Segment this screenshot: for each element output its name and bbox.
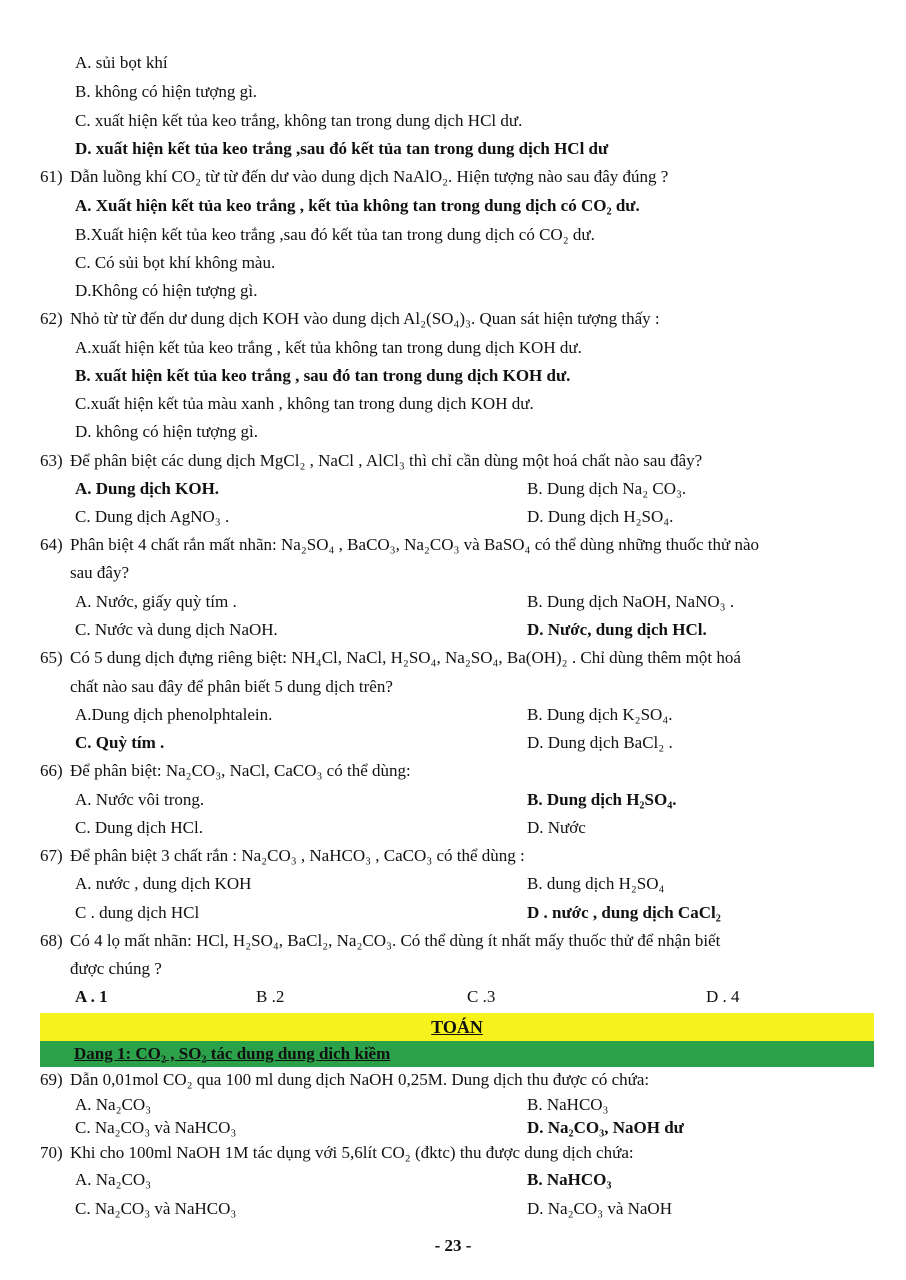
q65-option-b: B. Dung dịch K₂SO₄.: [527, 705, 673, 724]
q69-option-b: B. NaHCO₃: [527, 1095, 609, 1114]
q66-option-d: D. Nước: [527, 818, 586, 837]
q61-option-c: C. Có sủi bọt khí không màu.: [75, 253, 276, 272]
q66-option-c: C. Dung dịch HCl.: [75, 818, 203, 837]
q68-option-b: B .2: [256, 987, 285, 1006]
q61-number: 61): [40, 167, 63, 186]
q62-question: [40, 308, 660, 330]
q70-option-b: B. NaHCO₃: [527, 1170, 612, 1189]
q67-number: 67): [40, 846, 63, 865]
q62-number: 62): [40, 309, 63, 328]
q64-question: [40, 534, 759, 556]
q64-number: 64): [40, 535, 63, 554]
q62-option-d: D. không có hiện tượng gì.: [75, 422, 258, 441]
q67-option-b: B. dung dịch H₂SO₄: [527, 874, 665, 893]
q62-option-a: A.xuất hiện kết tủa keo trắng , kết tủa không tan trong dung dịch KOH dư.: [75, 338, 582, 357]
q68-text: Có 4 lọ mất nhãn: HCl, H₂SO₄, BaCl₂, Na₂CO₃. Có thể dùng ít nhất mấy thuốc thử để nhận biết: [70, 931, 721, 950]
q63-option-c: C. Dung dịch AgNO₃ .: [75, 507, 230, 526]
q64-option-b: B. Dung dịch NaOH, NaNO₃ .: [527, 592, 735, 611]
q63-option-a: A. Dung dịch KOH.: [75, 479, 220, 498]
q60-option-b: B. không có hiện tượng gì.: [75, 82, 258, 101]
q61-option-a: A. Xuất hiện kết tủa keo trắng , kết tủa không tan trong dung dịch có CO₂ dư.: [75, 196, 640, 215]
section-title: TOÁN: [431, 1017, 483, 1037]
q62-option-b: B. xuất hiện kết tủa keo trắng , sau đó tan trong dung dịch KOH dư.: [75, 366, 571, 385]
q69-option-d: D. Na₂CO₃, NaOH dư: [527, 1118, 684, 1137]
q64-option-a: A. Nước, giấy quỳ tím .: [75, 592, 237, 611]
q69-option-a: A. Na₂CO₃: [75, 1095, 152, 1114]
q68-question: [40, 930, 720, 952]
q70-question: [40, 1142, 634, 1164]
q66-option-a: A. Nước vôi trong.: [75, 790, 205, 809]
q63-text: Để phân biệt các dung dịch MgCl₂ , NaCl , AlCl₃ thì chỉ cần dùng một hoá chất nào sau đây?: [70, 451, 703, 470]
q70-option-a: A. Na₂CO₃: [75, 1170, 152, 1189]
q63-option-d: D. Dung dịch H₂SO₄.: [527, 507, 674, 526]
q66-number: 66): [40, 761, 63, 780]
q66-option-b: B. Dung dịch H₂SO₄.: [527, 790, 677, 809]
q65-question: [40, 647, 741, 669]
q62-option-c: C.xuất hiện kết tủa màu xanh , không tan trong dung dịch KOH dư.: [75, 394, 534, 413]
q61-text: Dẫn luồng khí CO₂ từ từ đến dư vào dung dịch NaAlO₂. Hiện tượng nào sau đây đúng ?: [70, 167, 669, 186]
q65-question-cont: chất nào sau đây để phân biết 5 dung dịch trên?: [70, 677, 393, 696]
q66-text: Để phân biệt: Na₂CO₃, NaCl, CaCO₃ có thể dùng:: [70, 761, 411, 780]
q66-question: [40, 760, 411, 782]
q64-option-c: C. Nước và dung dịch NaOH.: [75, 620, 278, 639]
q69-text: Dẫn 0,01mol CO₂ qua 100 ml dung dịch NaOH 0,25M. Dung dịch thu được có chứa:: [70, 1070, 650, 1089]
q65-option-c: C. Quỳ tím .: [75, 733, 165, 752]
q68-number: 68): [40, 931, 63, 950]
q60-option-d: D. xuất hiện kết tủa keo trắng ,sau đó kết tủa tan trong dung dịch HCl dư: [75, 139, 609, 158]
q67-option-a: A. nước , dung dịch KOH: [75, 874, 252, 893]
q69-number: 69): [40, 1070, 63, 1089]
q70-option-c: C. Na₂CO₃ và NaHCO₃: [75, 1199, 237, 1218]
q64-question-cont: sau đây?: [70, 563, 130, 582]
q69-question: [40, 1069, 649, 1091]
q63-number: 63): [40, 451, 63, 470]
q61-option-b: B.Xuất hiện kết tủa keo trắng ,sau đó kết tủa tan trong dung dịch có CO₂ dư.: [75, 225, 595, 244]
q63-option-b: B. Dung dịch Na₂ CO₃.: [527, 479, 687, 498]
q68-option-a: A . 1: [75, 987, 108, 1006]
page-number: - 23 -: [434, 1236, 472, 1255]
q62-text: Nhỏ từ từ đến dư dung dịch KOH vào dung dịch Al₂(SO₄)₃. Quan sát hiện tượng thấy :: [70, 309, 660, 328]
q64-text: Phân biệt 4 chất rắn mất nhãn: Na₂SO₄ , BaCO₃, Na₂CO₃ và BaSO₄ có thể dùng những thuốc thử nào: [70, 535, 760, 554]
q61-option-d: D.Không có hiện tượng gì.: [75, 281, 258, 300]
q65-option-a: A.Dung dịch phenolphtalein.: [75, 705, 273, 724]
section-subtitle: Dang 1: CO₂ , SO₂ tác dung dung dich kiềm: [74, 1044, 391, 1063]
q64-option-d: D. Nước, dung dịch HCl.: [527, 620, 707, 639]
q67-question: [40, 845, 525, 867]
q67-option-c: C . dung dịch HCl: [75, 903, 200, 922]
q60-option-a: A. sủi bọt khí: [75, 53, 168, 72]
q65-text: Có 5 dung dịch đựng riêng biệt: NH₄Cl, NaCl, H₂SO₄, Na₂SO₄, Ba(OH)₂ . Chỉ dùng thêm một hoá: [70, 648, 741, 667]
q65-number: 65): [40, 648, 63, 667]
q69-option-c: C. Na₂CO₃ và NaHCO₃: [75, 1118, 237, 1137]
q70-text: Khi cho 100ml NaOH 1M tác dụng với 5,6lít CO₂ (đktc) thu được dung dịch chứa:: [70, 1143, 634, 1162]
q68-option-d: D . 4: [706, 987, 740, 1006]
q67-text: Để phân biệt 3 chất rắn : Na₂CO₃ , NaHCO₃ , CaCO₃ có thể dùng :: [70, 846, 525, 865]
q70-number: 70): [40, 1143, 63, 1162]
q68-option-c: C .3: [467, 987, 496, 1006]
section-title-band: [40, 1013, 874, 1042]
q61-question: [40, 166, 668, 188]
q70-option-d: D. Na₂CO₃ và NaOH: [527, 1199, 672, 1218]
section-subtitle-band: [40, 1041, 874, 1067]
q65-option-d: D. Dung dịch BaCl₂ .: [527, 733, 673, 752]
q68-question-cont: được chúng ?: [70, 959, 162, 978]
q60-option-c: C. xuất hiện kết tủa keo trắng, không tan trong dung dịch HCl dư.: [75, 111, 523, 130]
q63-question: [40, 450, 702, 472]
q67-option-d: D . nước , dung dịch CaCl₂: [527, 903, 721, 922]
